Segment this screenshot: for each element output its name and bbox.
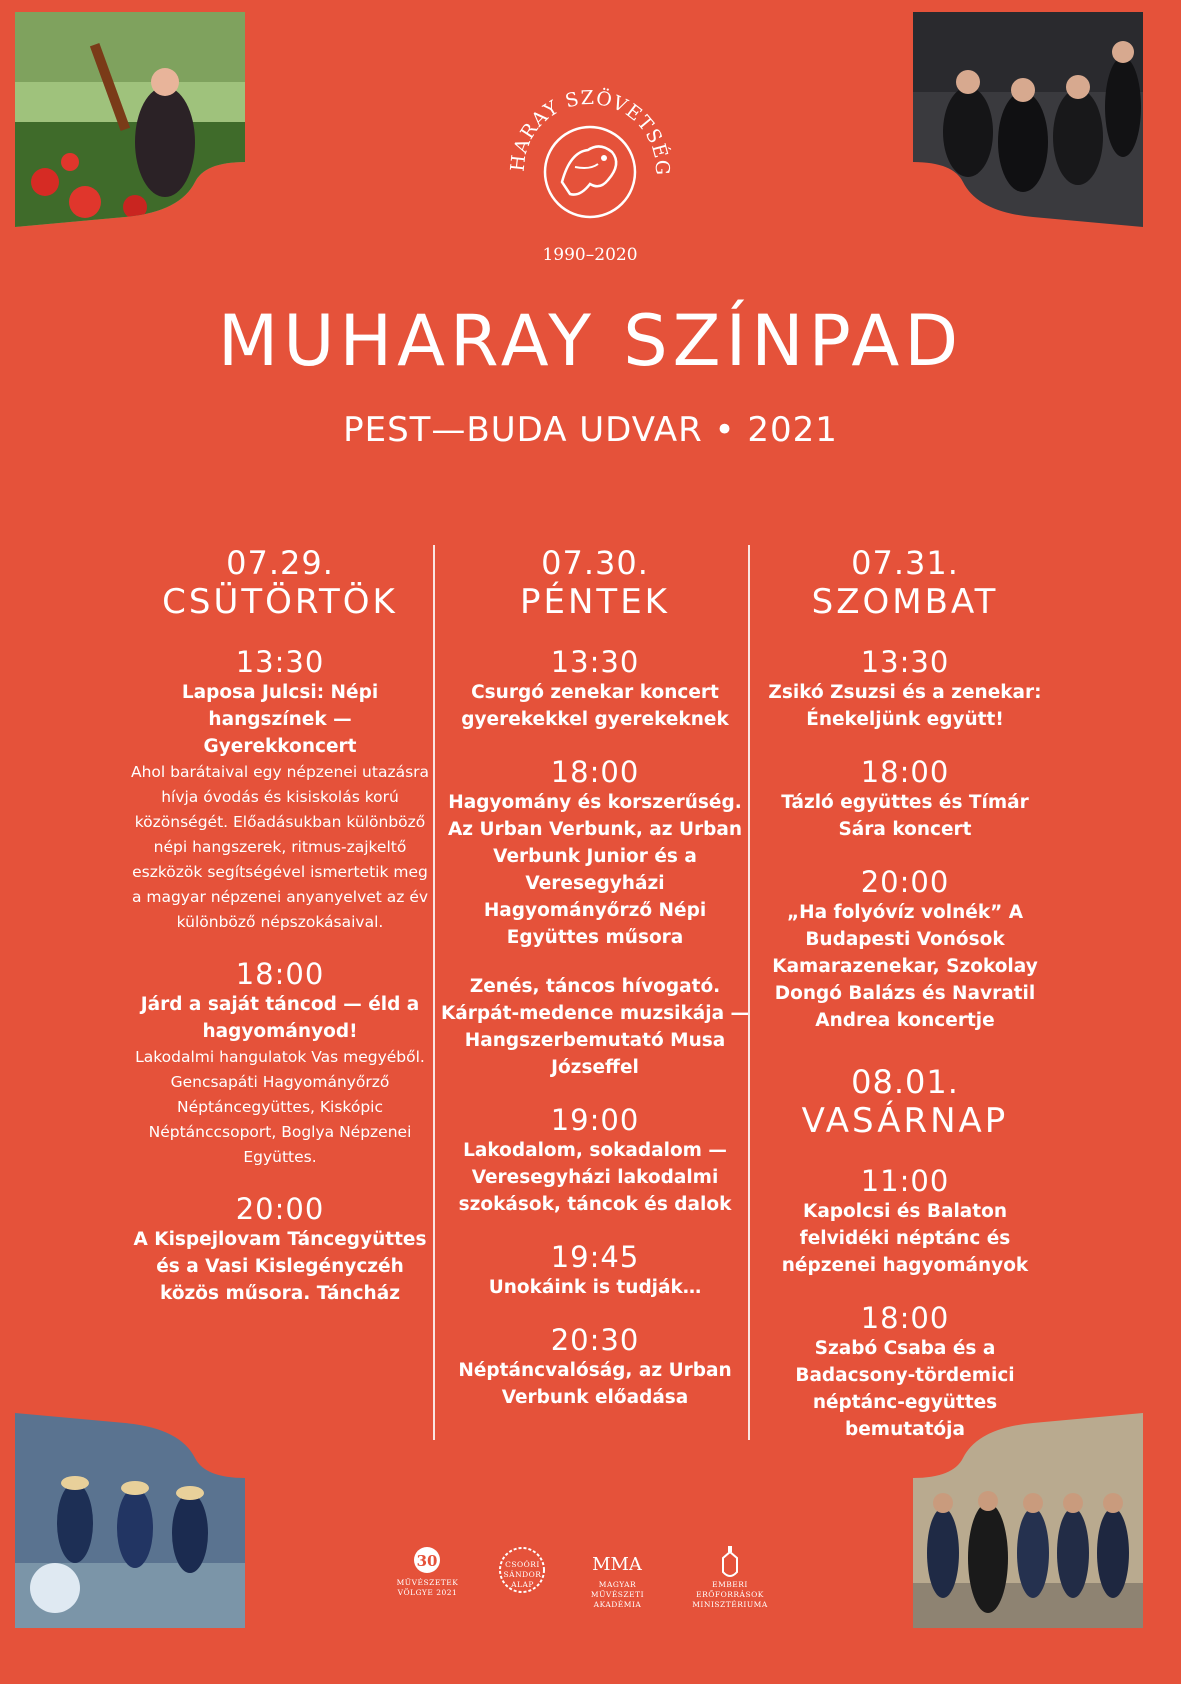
- column-divider: [433, 545, 435, 1440]
- sponsor-label: MAGYAR MŰVÉSZETI AKADÉMIA: [590, 1580, 645, 1609]
- event-description: Lakodalmi hangulatok Vas megyéből. Gencsapáti Hagyományőrző Néptáncegyüttes, Kiskópic Néptánccsoport, Boglya Népzenei Együttes.: [135, 1048, 425, 1166]
- event-title: Járd a saját táncod — éld a hagyományod!: [140, 994, 420, 1042]
- event-title: Kapolcsi és Balaton felvidéki néptánc és népzenei hagyományok: [781, 1201, 1029, 1276]
- svg-text:1990–2020: 1990–2020: [542, 245, 638, 265]
- event-title: Szabó Csaba és a Badacsony-tördemici néptánc-együttes bemutatója: [795, 1338, 1015, 1440]
- event-title: Lakodalom, sokadalom — Veresegyházi lakodalmi szokások, táncok és dalok: [458, 1140, 732, 1215]
- event-title: Unokáink is tudják…: [488, 1277, 702, 1298]
- day-name: SZOMBAT: [811, 582, 999, 622]
- event-time: 19:45: [550, 1240, 640, 1274]
- event-title: Laposa Julcsi: Népi hangszínek — Gyerekkoncert: [181, 682, 379, 757]
- event-time: 20:30: [550, 1323, 640, 1357]
- muharay-seal-logo: [500, 72, 680, 267]
- event-time: 18:00: [550, 755, 640, 789]
- page-title: MUHARAY SZÍNPAD: [217, 300, 964, 382]
- photo-musicians-group: [913, 1413, 1143, 1628]
- event-title: „Ha folyóvíz volnék” A Budapesti Vonósok Kamarazenekar, Szokolay Dongó Balázs és Navratil Andrea koncertje: [772, 902, 1038, 1031]
- event-time: 13:30: [235, 645, 325, 679]
- schedule-friday: [440, 545, 750, 1411]
- photo-violinist: [15, 12, 245, 227]
- day-name: CSÜTÖRTÖK: [162, 582, 398, 622]
- event-title: Néptáncvalóság, az Urban Verbunk előadása: [458, 1360, 732, 1408]
- svg-text:30: 30: [416, 1552, 438, 1570]
- day-name: PÉNTEK: [520, 582, 670, 622]
- page-subtitle: PEST—BUDA UDVAR • 2021: [343, 410, 838, 450]
- event-time: 19:00: [550, 1103, 640, 1137]
- event-title: Zenés, táncos hívogató. Kárpát-medence muzsikája — Hangszerbemutató Musa Józseffel: [440, 976, 750, 1078]
- schedule-thursday: [130, 545, 430, 1307]
- event-title: Zsikó Zsuzsi és a zenekar: Énekeljünk együtt!: [768, 682, 1042, 730]
- sponsor-label: EMBERI ERŐFORRÁSOK MINISZTÉRIUMA: [692, 1580, 768, 1609]
- event-time: 18:00: [235, 957, 325, 991]
- day-date: 07.30.: [541, 544, 649, 582]
- day-date: 07.31.: [851, 544, 959, 582]
- event-title: A Kispejlovam Táncegyüttes és a Vasi Kislegényczéh közös műsora. Táncház: [133, 1229, 427, 1304]
- event-description: Ahol barátaival egy népzenei utazásra hívja óvodás és kisiskolás korú közönségét. Előadásukban különböző népi hangszerek, ritmus-zajkeltő eszközök segítségével ismertetik meg a magyar népzenei anyanyelvet az év különböző népszokásaival.: [130, 763, 430, 931]
- day-date: 08.01.: [851, 1063, 959, 1101]
- day-name: VASÁRNAP: [801, 1101, 1009, 1141]
- sponsor-label: MŰVÉSZETEK VÖLGYE 2021: [396, 1578, 459, 1597]
- event-time: 18:00: [860, 755, 950, 789]
- event-time: 20:00: [235, 1192, 325, 1226]
- event-time: 13:30: [860, 645, 950, 679]
- sponsor-label: CSOÓRI SÁNDOR ALAP: [503, 1560, 542, 1589]
- svg-text:MMA: MMA: [592, 1554, 642, 1575]
- svg-text:MUHARAY SZÖVETSÉG 30: HARAY SZÖVETSÉG: [506, 86, 674, 177]
- event-title: Tázló együttes és Tímár Sára koncert: [781, 792, 1029, 840]
- photo-dancers: [913, 12, 1143, 227]
- event-title: Hagyomány és korszerűség. Az Urban Verbunk, az Urban Verbunk Junior és a Veresegyházi Hagyományőrző Népi Együttes műsora: [447, 792, 743, 948]
- event-time: 20:00: [860, 865, 950, 899]
- event-title: Csurgó zenekar koncert gyerekekkel gyerekeknek: [461, 682, 729, 730]
- event-time: 18:00: [860, 1301, 950, 1335]
- day-date: 07.29.: [226, 544, 334, 582]
- schedule-saturday-sunday: [755, 545, 1055, 1443]
- event-time: 11:00: [860, 1164, 950, 1198]
- photo-folk-dance-stage: [15, 1413, 245, 1628]
- event-time: 13:30: [550, 645, 640, 679]
